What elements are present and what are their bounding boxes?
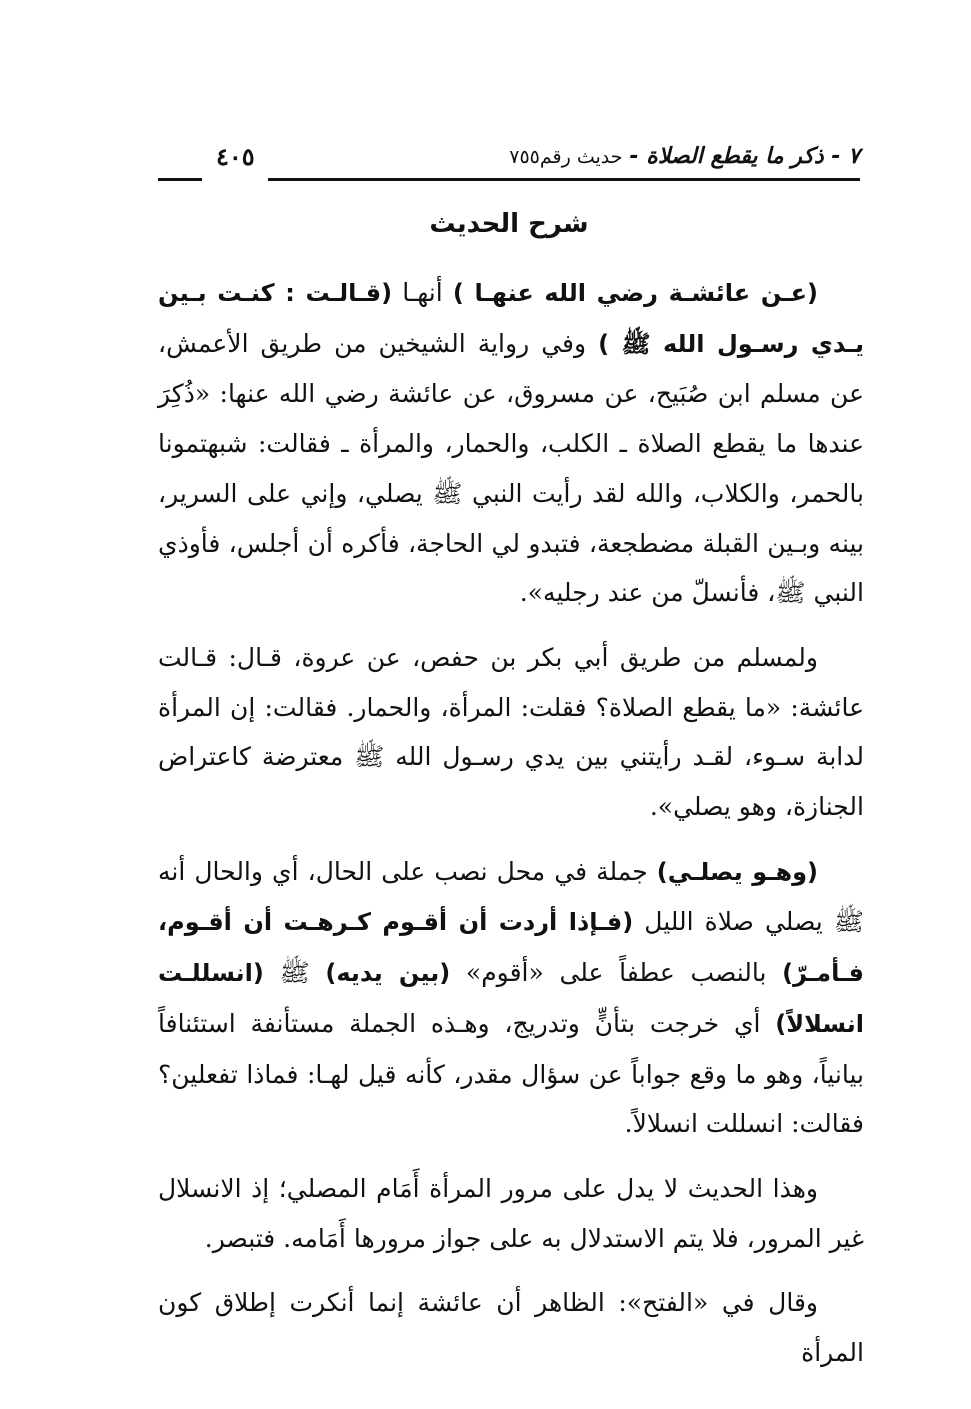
commentary-text: بالنصب عطفاً على «أقوم»	[450, 958, 783, 988]
quoted-phrase: (فـإذا أردت أن أقـوم كـرهـت أن أقـوم، فـأمـرّ)	[158, 908, 864, 988]
commentary-text: ﷺ	[263, 958, 326, 988]
commentary-text: وهذا الحديث لا يدل على مرور المرأة أَمَام المصلي؛ إذ الانسلال غير المرور، فلا يتم الاستدلال به على جواز مرورها أَمَامه. فتبصر.	[158, 1173, 864, 1253]
hadith-reference: حديث رقم٧٥٥	[509, 146, 623, 168]
paragraph	[158, 633, 864, 832]
page-number: ٤٠٥	[216, 142, 255, 171]
quoted-phrase: (وهـو يصلـي)	[656, 857, 818, 886]
commentary-text: أي خرجت بتأنٍّ وتدريج، وهـذه الجملة مستأنفة استئنافاً بيانياً، وهو ما وقع جواباً عن سؤال مقدر، كأنه قيل لهـا: فماذا تفعلين؟ فقالت: انسللت انسلالاً.	[158, 1008, 864, 1139]
running-header	[158, 140, 860, 190]
page-number-dash	[158, 178, 202, 181]
quoted-phrase: (عـن عائشـة رضي الله عنهـا )	[452, 279, 819, 307]
body-text	[158, 268, 864, 1393]
commentary-text: وفي رواية الشيخين من طريق الأعمش، عن مسلم ابن صُبَيح، عن مسروق، عن عائشة رضي الله عنها: «ذُكِرَ عندها ما يقطع الصلاة ـ الكلب، والحمار، والمرأة ـ فقالت: شبهتمونا بالحمر، والكلاب، والله لقد رأيت النبي ﷺ يصلي، وإني على السرير، بينه وبـين القبلة مضطجعة، فتبدو لي الحاجة، فأكره أن أجلس، فأوذي النبي ﷺ، فأنسلّ من عند رجليه».	[158, 328, 864, 608]
quoted-phrase: (انسللـت انسلالاً)	[158, 959, 864, 1038]
quoted-phrase: (قـالـت : كنـت بـين يـدي رسـول الله ﷺ )	[158, 279, 864, 358]
paragraph	[158, 268, 864, 618]
paragraph	[158, 1164, 864, 1263]
section-title: شرح الحديث	[429, 209, 589, 239]
chapter-heading	[509, 140, 860, 174]
chapter-title: ٧ - ذكر ما يقطع الصلاة -	[629, 144, 860, 169]
commentary-text: ولمسلم من طريق أبي بكر بن حفص، عن عروة، قـال: قـالت عائشة: «ما يقطع الصلاة؟ فقلت: المرأة، والحمار. فقالت: إن المرأة لدابة سـوء، لقـد رأيتني بين يدي رسـول الله ﷺ معترضة كاعتراض الجنازة، وهو يصلي».	[158, 642, 864, 822]
header-rule	[268, 178, 860, 181]
commentary-text: أنهـا	[392, 278, 453, 307]
paragraph	[158, 1278, 864, 1377]
quoted-phrase: (بين يديه)	[325, 959, 451, 988]
commentary-text: وقال في «الفتح»: الظاهر أن عائشة إنما أنكرت إطلاق كون المرأة	[158, 1288, 864, 1368]
paragraph	[158, 847, 864, 1149]
commentary-text: جملة في محل نصب على الحال، أي والحال أنه ﷺ يصلي صلاة الليل	[158, 856, 864, 937]
